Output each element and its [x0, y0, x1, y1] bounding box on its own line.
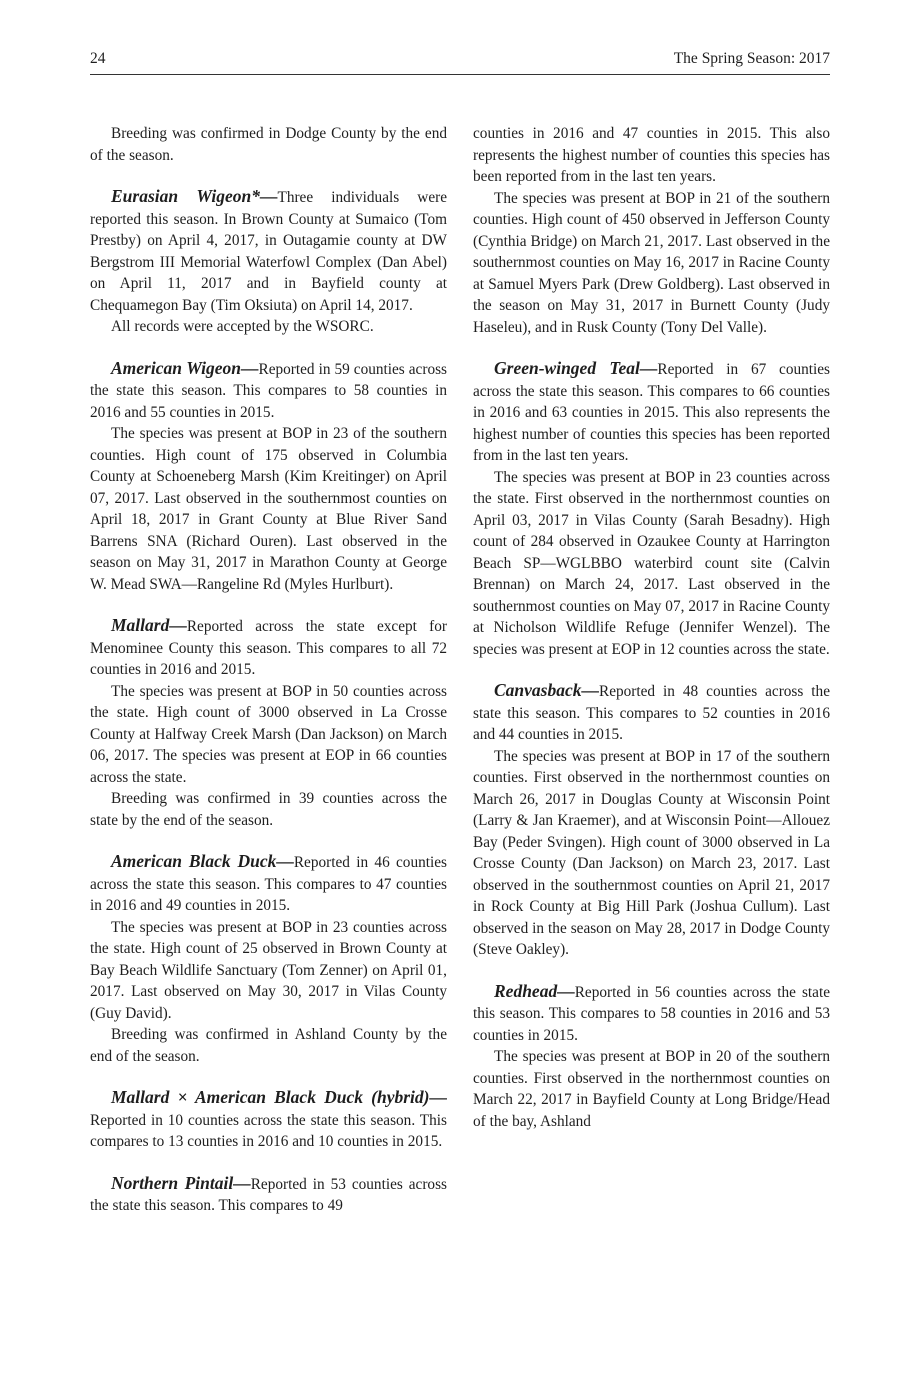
species-entry-mallard-black-duck-hybrid [90, 1087, 447, 1153]
species-entry-green-winged-teal [473, 358, 830, 467]
paragraph: Breeding was confirmed in Ashland County by the end of the season. [90, 1026, 447, 1065]
running-title: The Spring Season: 2017 [673, 50, 830, 67]
right-column [473, 123, 830, 1132]
paragraph: The species was present at BOP in 17 of the southern counties. First observed in the northernmost counties on March 26, 2017 in Douglas County at Wisconsin Point (Larry & Jan Kraemer), and at Wisconsin Point—Allouez Bay (Peder Svingen). High count of 3000 observed in La Crosse County (Dan Jackson) on March 23, 2017. Last observed in the southernmost counties on April 21, 2017 in Rock County at Big Hill Park (Joshua Cullum). Last observed in the season on May 28, 2017 in Dodge County (Steve Oakley). [473, 747, 830, 958]
paragraph: Reported in 67 counties across the state this season. This compares to 66 counties in 2016 and 63 counties in 2015. This also represents the highest number of counties this species has been reported from in the last ten years. [473, 361, 831, 464]
paragraph: Reported in 56 counties across the state this season. This compares to 58 counties in 2016 and 53 counties in 2015. [473, 983, 830, 1044]
paragraph: Breeding was confirmed in Dodge County by the end of the season. [90, 125, 447, 164]
species-name: American Black Duck— [111, 851, 294, 871]
paragraph: Breeding was confirmed in 39 counties across the state by the end of the season. [90, 790, 447, 829]
paragraph: counties in 2016 and 47 counties in 2015. This also represents the highest number of counties this species has been reported from in the last ten years. [473, 125, 830, 185]
paragraph: Reported in 53 counties across the state this season. This compares to 49 [90, 1175, 447, 1214]
paragraph: The species was present at BOP in 50 counties across the state. High count of 3000 observed in La Crosse County at Halfway Creek Marsh (Dan Jackson) on March 06, 2017. The species was present at EOP in 66 counties across the state. [90, 682, 447, 786]
species-name: Eurasian Wigeon*— [111, 186, 278, 206]
paragraph: Reported in 46 counties across the state this season. This compares to 47 counties in 2016 and 49 counties in 2015. [90, 854, 447, 914]
species-name: Canvasback— [494, 680, 599, 700]
paragraph: All records were accepted by the WSORC. [111, 318, 374, 335]
species-entry-american-black-duck [90, 851, 447, 917]
paragraph: Reported in 59 counties across the state this season. This compares to 58 counties in 2016 and 55 counties in 2015. [90, 360, 447, 421]
paragraph: The species was present at BOP in 21 of the southern counties. High count of 450 observed in Jefferson County (Cynthia Bridge) on March 21, 2017. Last observed in the southernmost counties on May 16, 2017 in Racine County at Samuel Myers Park (Drew Goldberg). Last observed in the season on May 31, 2017 in Burnett County (Judy Haseleu), and in Rusk County (Tony Del Valle). [473, 189, 830, 336]
page-header [90, 48, 830, 75]
species-name: Northern Pintail— [111, 1172, 251, 1193]
species-entry-canvasback [473, 680, 830, 746]
paragraph: Reported in 10 counties across the state this season. This compares to 13 counties in 2016 and 10 counties in 2015. [90, 1111, 447, 1150]
species-name: Green-winged Teal— [494, 358, 658, 378]
species-name: American Wigeon— [111, 357, 259, 378]
page-number: 24 [90, 50, 106, 67]
species-name: Redhead— [494, 980, 575, 1001]
paragraph: Reported across the state except for Menominee County this season. This compares to all 72 counties in 2016 and 2015. [90, 618, 447, 678]
species-name: Mallard × American Black Duck (hybrid)— [111, 1087, 447, 1107]
paragraph: The species was present at BOP in 23 counties across the state. High count of 25 observed in Brown County at Bay Beach Wildlife Sanctuary (Tom Zenner) on April 01, 2017. Last observed on May 30, 2017 in Vilas County (Guy David). [90, 918, 447, 1022]
paragraph: The species was present at BOP in 20 of the southern counties. First observed in the northernmost counties on March 22, 2017 in Bayfield County at Long Bridge/Head of the bay, Ashland [473, 1048, 830, 1130]
species-entry-northern-pintail [90, 1173, 447, 1217]
left-column [90, 123, 447, 1217]
paragraph: The species was present at BOP in 23 of the southern counties. High count of 175 observed in Columbia County at Schoeneberg Marsh (Kim Kreitinger) on April 07, 2017. Last observed in the southernmost counties on April 18, 2017 in Grant County at Blue River Sand Barrens SNA (Richard Ouren). Last observed in the season on May 31, 2017 in Marathon County at George W. Mead SWA—Rangeline Rd (Myles Hurlburt). [90, 425, 447, 593]
species-entry-eurasian-wigeon [90, 186, 447, 316]
paragraph: Reported in 48 counties across the state this season. This compares to 52 counties in 2016 and 44 counties in 2015. [473, 683, 830, 743]
species-name: Mallard— [111, 615, 187, 635]
paragraph: Three individuals were reported this season. In Brown County at Sumaico (Tom Prestby) on April 4, 2017, in Outagamie county at DW Bergstrom III Memorial Waterfowl Complex (Dan Abel) on April 11, 2017 and in Bayfield county at Chequamegon Bay (Tim Oksiuta) on April 14, 2017. [90, 189, 447, 314]
species-entry-mallard [90, 615, 447, 681]
species-entry-american-wigeon [90, 358, 447, 424]
species-entry-redhead [473, 981, 830, 1047]
paragraph: The species was present at BOP in 23 counties across the state. First observed in the northernmost counties on April 03, 2017 in Vilas County (Sarah Besadny). High count of 284 observed in Ozaukee County at Harrington Beach SP—WGLBBO waterbird count site (Calvin Brennan) on March 24, 2017. Last observed in the southernmost counties on May 07, 2017 in Racine County at Nicholson Wildlife Refuge (Jennifer Wenzel). The species was present at EOP in 12 counties across the state. [473, 468, 830, 658]
